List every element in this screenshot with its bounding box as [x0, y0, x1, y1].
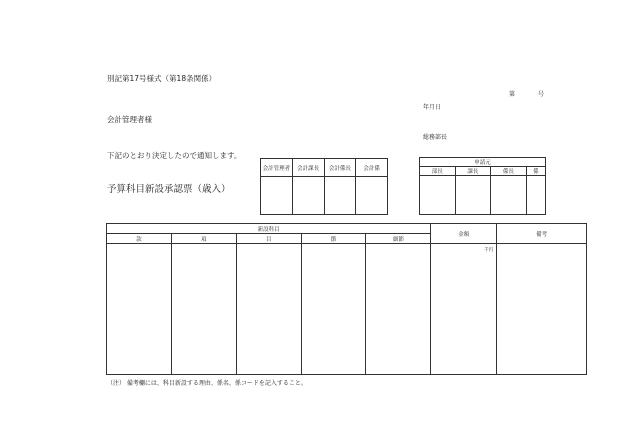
column-header-setsu: 節	[301, 234, 366, 244]
remarks-header: 備考	[497, 224, 587, 244]
column-header-kou: 項	[171, 234, 236, 244]
stamp-cell[interactable]	[455, 176, 491, 215]
form-number: 別記第17号様式（第18条関係）	[107, 74, 217, 83]
new-account-table	[106, 223, 587, 375]
approval-stamp-box	[260, 158, 388, 215]
sender: 総務部長	[423, 134, 448, 141]
approval-label: 会計課長	[292, 159, 324, 177]
approval-label: 会計管理者	[261, 159, 293, 177]
date-label: 年月日	[423, 104, 442, 111]
applicant-label: 部長	[420, 167, 456, 176]
entry-cell-moku[interactable]	[236, 244, 301, 375]
column-header-moku: 目	[236, 234, 301, 244]
approval-label: 会計係	[356, 159, 388, 177]
applicant-label: 係	[526, 167, 545, 176]
entry-cell-amount[interactable]	[431, 244, 497, 375]
applicant-stamp-box	[419, 157, 546, 215]
entry-cell-kou[interactable]	[171, 244, 236, 375]
applicant-title: 申請元	[420, 158, 546, 167]
stamp-cell[interactable]	[491, 176, 527, 215]
stamp-cell[interactable]	[292, 177, 324, 215]
stamp-cell[interactable]	[420, 176, 456, 215]
new-account-group-header: 新設科目	[107, 224, 431, 234]
approval-label: 会計係長	[324, 159, 356, 177]
column-header-saisetsu: 細節	[366, 234, 431, 244]
stamp-cell[interactable]	[526, 176, 545, 215]
column-header-kan: 款	[107, 234, 172, 244]
document-title: 予算科目新設承認票（歳入）	[107, 184, 231, 195]
entry-cell-saisetsu[interactable]	[366, 244, 431, 375]
entry-cell-kan[interactable]	[107, 244, 172, 375]
stamp-cell[interactable]	[356, 177, 388, 215]
entry-cell-setsu[interactable]	[301, 244, 366, 375]
addressee: 会計管理者様	[107, 115, 152, 124]
number-suffix: 号	[538, 91, 545, 98]
amount-unit: 千円	[484, 248, 494, 253]
footnote: （注） 備考欄には、科目新設する理由、係名、係コードを記入すること。	[107, 380, 307, 387]
notice-text: 下記のとおり決定したので通知します。	[107, 151, 242, 160]
applicant-label: 課長	[455, 167, 491, 176]
applicant-label: 係長	[491, 167, 527, 176]
stamp-cell[interactable]	[261, 177, 293, 215]
entry-cell-remarks[interactable]	[497, 244, 587, 375]
stamp-cell[interactable]	[324, 177, 356, 215]
number-label: 第	[509, 91, 516, 98]
amount-header: 金額	[431, 224, 497, 244]
